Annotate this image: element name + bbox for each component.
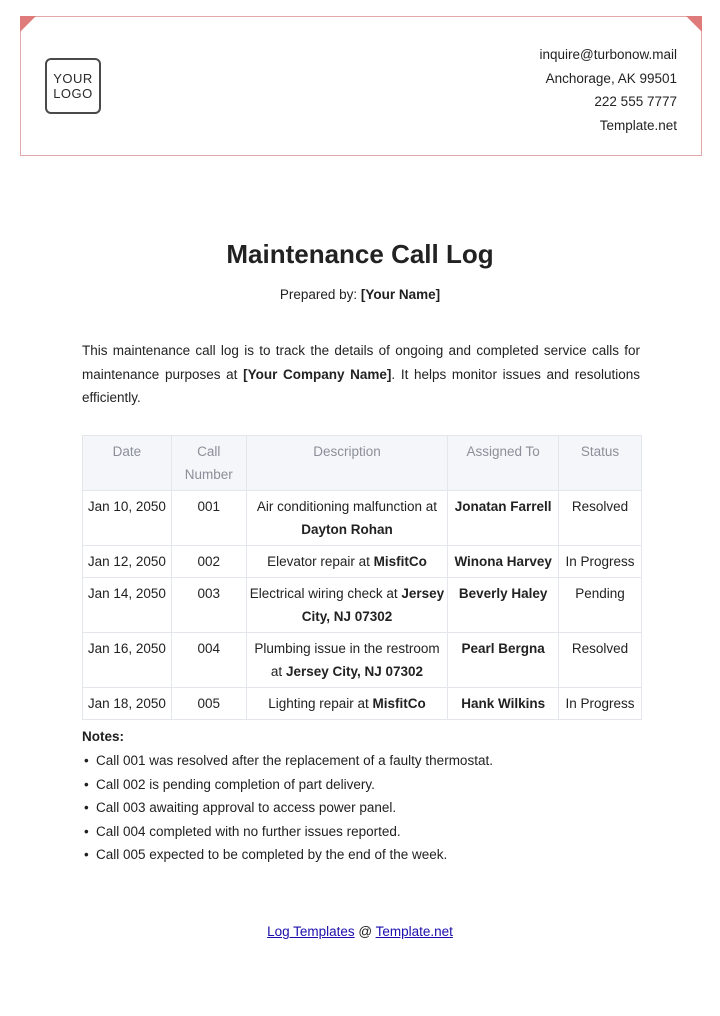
- corner-accent-left: [20, 16, 36, 32]
- cell-date: Jan 12, 2050: [83, 546, 172, 578]
- cell-assigned-to: Beverly Haley: [448, 578, 559, 633]
- table-row: [83, 491, 642, 546]
- logo-text-line2: LOGO: [53, 86, 93, 101]
- log-templates-link[interactable]: Log Templates: [267, 924, 355, 939]
- cell-description: [246, 633, 448, 688]
- logo-placeholder: [45, 58, 101, 114]
- cell-assigned-to: Hank Wilkins: [448, 688, 559, 720]
- cell-description: [246, 546, 448, 578]
- note-item: • Call 004 completed with no further issues reported.: [96, 820, 493, 844]
- description-location: Jersey City, NJ 07302: [285, 664, 424, 679]
- cell-status: Pending: [559, 578, 642, 633]
- logo-text-line1: YOUR: [53, 71, 93, 86]
- prepared-by-label: Prepared by:: [279, 287, 358, 302]
- cell-assigned-to: Jonatan Farrell: [448, 491, 559, 546]
- table-row: [83, 688, 642, 720]
- notes-list: [82, 749, 493, 867]
- note-item: • Call 001 was resolved after the replacement of a faulty thermostat.: [96, 749, 493, 773]
- table-row: [83, 546, 642, 578]
- intro-paragraph: [82, 339, 640, 410]
- header-box: [20, 16, 702, 156]
- note-item: • Call 002 is pending completion of part delivery.: [96, 773, 493, 797]
- cell-date: Jan 10, 2050: [83, 491, 172, 546]
- column-header-description: Description: [246, 436, 448, 491]
- cell-description: [246, 578, 448, 633]
- cell-status: In Progress: [559, 688, 642, 720]
- cell-description: [246, 688, 448, 720]
- intro-text-start: This maintenance call log is to track the details of ongoing and completed service calls for maintenance purposes at: [82, 343, 640, 382]
- corner-accent-right: [686, 16, 702, 32]
- contact-info: [539, 43, 677, 137]
- call-log-table: [82, 435, 642, 720]
- column-header-call-number: Call Number: [171, 436, 246, 491]
- intro-text-end: . It helps monitor issues and resolutions efficiently.: [82, 366, 640, 405]
- cell-call-number: 001: [171, 491, 246, 546]
- description-location: Dayton Rohan: [301, 522, 393, 537]
- cell-assigned-to: Winona Harvey: [448, 546, 559, 578]
- column-header-assigned-to: Assigned To: [448, 436, 559, 491]
- description-text: Electrical wiring check at: [249, 586, 402, 601]
- prepared-by: [0, 287, 720, 302]
- cell-assigned-to: Pearl Bergna: [448, 633, 559, 688]
- intro-company-name: [Your Company Name]: [243, 366, 392, 382]
- footer-separator: @: [354, 924, 376, 939]
- description-text: Elevator repair at: [267, 554, 374, 569]
- note-item: • Call 005 expected to be completed by the end of the week.: [96, 843, 493, 867]
- description-location: MisfitCo: [372, 696, 426, 711]
- cell-status: Resolved: [559, 491, 642, 546]
- table-header-row: [83, 436, 642, 491]
- footer: [0, 924, 720, 939]
- cell-call-number: 005: [171, 688, 246, 720]
- column-header-date: Date: [83, 436, 172, 491]
- contact-email: inquire@turbonow.mail: [539, 47, 677, 62]
- template-net-link[interactable]: Template.net: [375, 924, 453, 939]
- notes-heading: Notes:: [82, 729, 125, 744]
- cell-description: [246, 491, 448, 546]
- column-header-status: Status: [559, 436, 642, 491]
- description-text: Air conditioning malfunction at: [256, 499, 438, 514]
- contact-website: Template.net: [599, 117, 677, 133]
- cell-status: In Progress: [559, 546, 642, 578]
- cell-call-number: 002: [171, 546, 246, 578]
- description-text: Plumbing issue in the restroom at: [254, 641, 440, 679]
- table-row: [83, 633, 642, 688]
- cell-status: Resolved: [559, 633, 642, 688]
- note-item: • Call 003 awaiting approval to access power panel.: [96, 796, 493, 820]
- table-row: [83, 578, 642, 633]
- cell-call-number: 004: [171, 633, 246, 688]
- page-title: Maintenance Call Log: [226, 239, 494, 269]
- cell-date: Jan 14, 2050: [83, 578, 172, 633]
- prepared-by-name: [Your Name]: [360, 287, 441, 302]
- contact-phone: 222 555 7777: [594, 94, 677, 109]
- cell-call-number: 003: [171, 578, 246, 633]
- cell-date: Jan 18, 2050: [83, 688, 172, 720]
- description-text: Lighting repair at: [268, 696, 373, 711]
- cell-date: Jan 16, 2050: [83, 633, 172, 688]
- description-location: MisfitCo: [373, 554, 427, 569]
- contact-address: Anchorage, AK 99501: [545, 70, 677, 86]
- description-location: Jersey City, NJ 07302: [301, 586, 445, 624]
